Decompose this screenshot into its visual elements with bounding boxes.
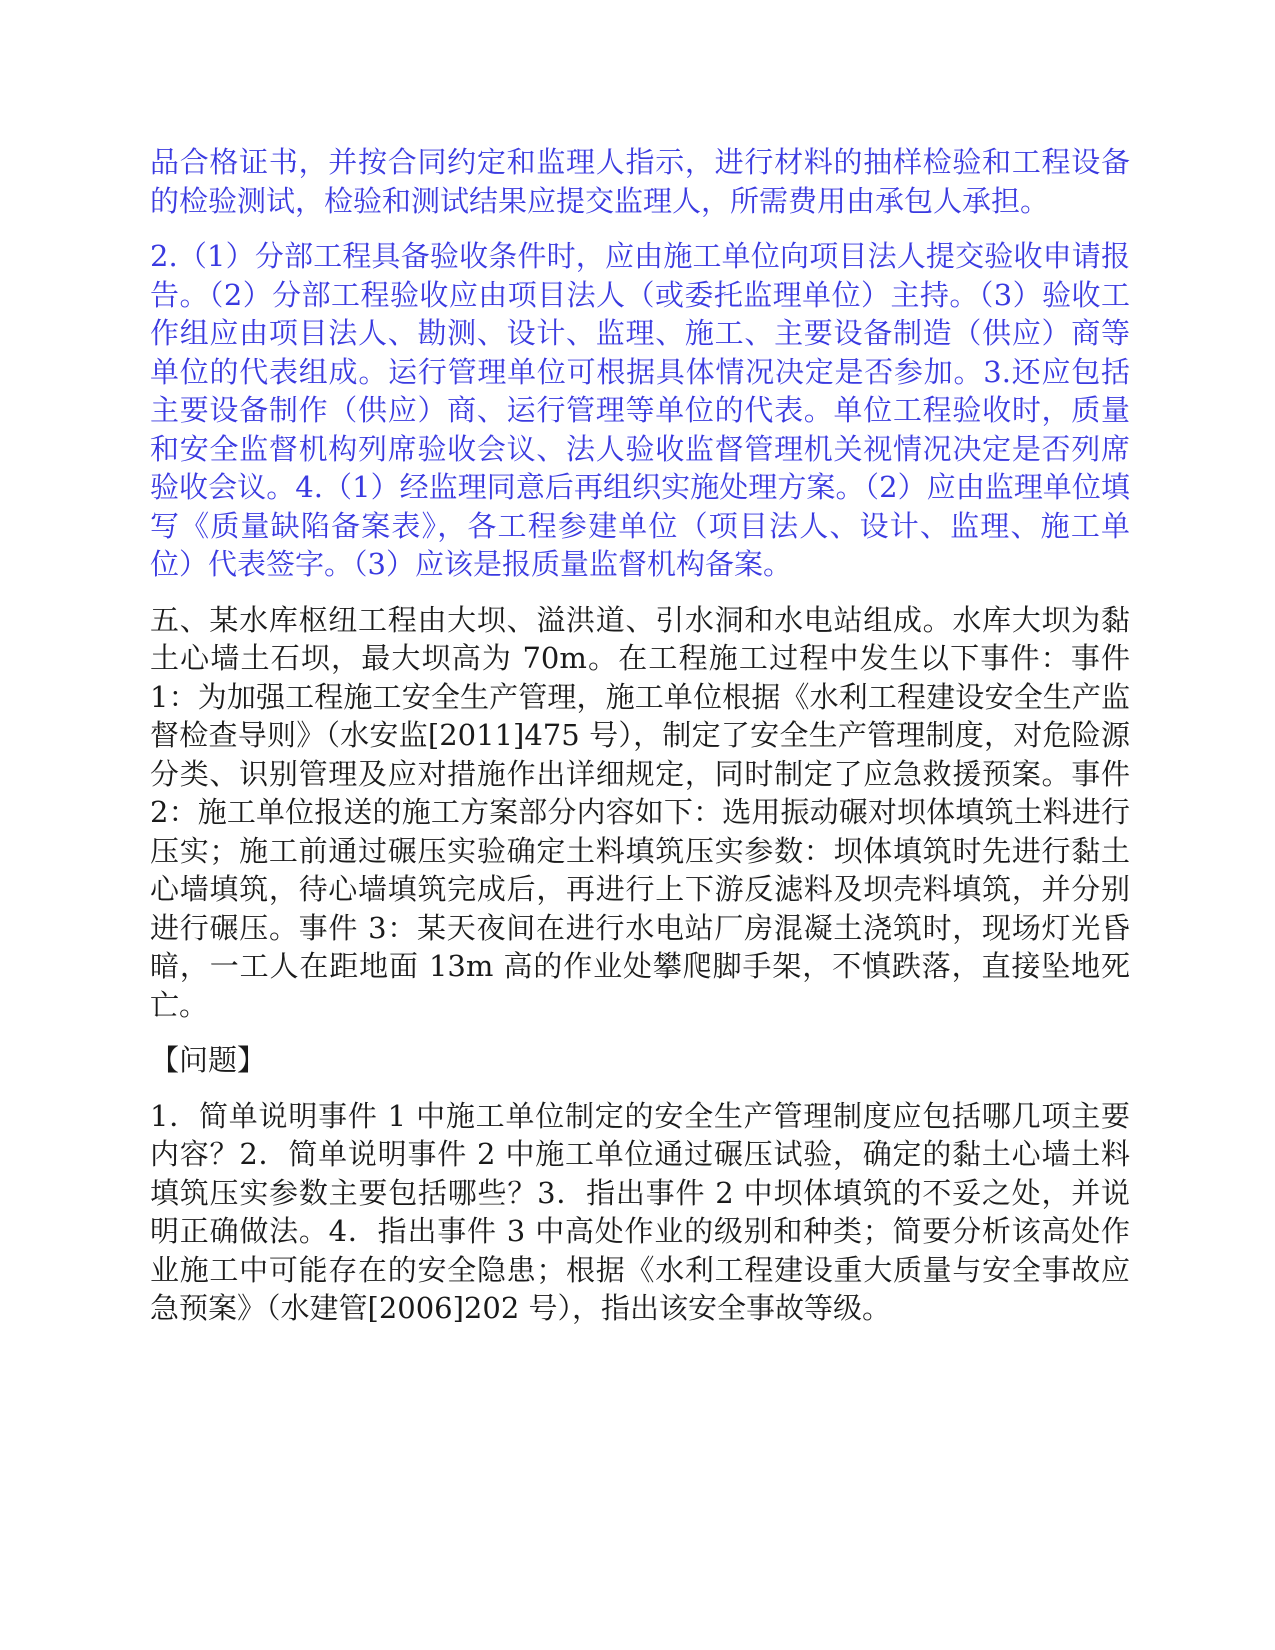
answer-continuation-paragraph: 品合格证书，并按合同约定和监理人指示，进行材料的抽样检验和工程设备的检验测试，检验和测试结果应提交监理人，所需费用由承包人承担。 <box>150 145 1130 218</box>
questions-heading: 【问题】 <box>150 1043 267 1077</box>
answer-2-to-4-paragraph: 2.（1）分部工程具备验收条件时，应由施工单位向项目法人提交验收申请报告。（2）分部工程验收应由项目法人（或委托监理单位）主持。（3）验收工作组应由项目法人、勘测、设计、监理、施工、主要设备制造（供应）商等单位的代表组成。运行管理单位可根据具体情况决定是否参加。3.还应包括主要设备制作（供应）商、运行管理等单位的代表。单位工程验收时，质量和安全监督机构列席验收会议、法人验收监督管理机关视情况决定是否列席验收会议。4.（1）经监理同意后再组织实施处理方案。（2）应由监理单位填写《质量缺陷备案表》，各工程参建单位（项目法人、设计、监理、施工单位）代表签字。（3）应该是报质量监督机构备案。 <box>150 239 1130 581</box>
questions-paragraph: 1．简单说明事件 1 中施工单位制定的安全生产管理制度应包括哪几项主要内容？2．简单说明事件 2 中施工单位通过碾压试验，确定的黏土心墙土料填筑压实参数主要包括哪些？3．指出事件 2 中坝体填筑的不妥之处，并说明正确做法。4．指出事件 3 中高处作业的级别和种类；简要分析该高处作业施工中可能存在的安全隐患；根据《水利工程建设重大质量与安全事故应急预案》（水建管[2006]202 号），指出该安全事故等级。 <box>150 1098 1130 1325</box>
case-5-paragraph: 五、某水库枢纽工程由大坝、溢洪道、引水洞和水电站组成。水库大坝为黏土心墙土石坝，最大坝高为 70m。在工程施工过程中发生以下事件：事件 1：为加强工程施工安全生产管理，施工单位根据《水利工程建设安全生产监督检查导则》（水安监[2011]475 号），制定了安全生产管理制度，对危险源分类、识别管理及应对措施作出详细规定，同时制定了应急救援预案。事件 2：施工单位报送的施工方案部分内容如下：选用振动碾对坝体填筑土料进行压实；施工前通过碾压实验确定土料填筑压实参数：坝体填筑时先进行黏土心墙填筑，待心墙填筑完成后，再进行上下游反滤料及坝壳料填筑，并分别进行碾压。事件 3：某天夜间在进行水电站厂房混凝土浇筑时，现场灯光昏暗，一工人在距地面 13m 高的作业处攀爬脚手架，不慎跌落，直接坠地死亡。 <box>150 602 1130 1022</box>
document-body <box>150 143 1130 1345</box>
